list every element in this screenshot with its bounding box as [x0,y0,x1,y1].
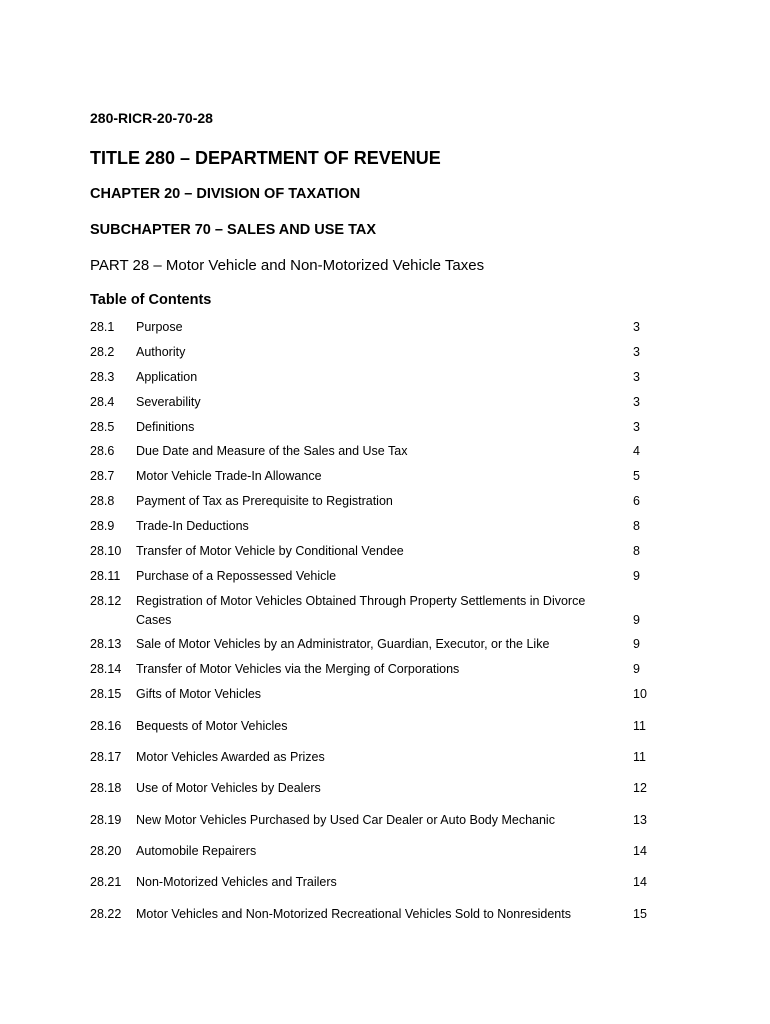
toc-entry-title[interactable]: New Motor Vehicles Purchased by Used Car Dealer or Auto Body Mechanic [136,813,555,827]
toc-entry-title[interactable]: Payment of Tax as Prerequisite to Registration [136,494,393,508]
toc-entry-number: 28.18 [90,781,122,795]
toc-entry-number: 28.22 [90,907,122,921]
toc-entry-page: 3 [633,370,640,384]
toc-entry-number: 28.12 [90,594,122,608]
toc-entry-number: 28.14 [90,662,122,676]
toc-entry-number: 28.8 [90,494,115,508]
toc-entry-page: 10 [633,687,647,701]
toc-entry-page: 13 [633,813,647,827]
toc-entry-number: 28.6 [90,444,115,458]
toc-entry-page: 9 [633,613,640,627]
toc-heading: Table of Contents [90,292,212,308]
toc-entry-page: 3 [633,320,640,334]
toc-entry-number: 28.11 [90,569,121,583]
part-heading: PART 28 – Motor Vehicle and Non-Motorized Vehicle Taxes [90,257,485,274]
toc-entry-title[interactable]: Motor Vehicle Trade-In Allowance [136,469,322,483]
toc-entry-page: 5 [633,469,640,483]
toc-entry-title[interactable]: Use of Motor Vehicles by Dealers [136,781,321,795]
toc-entry-number: 28.1 [90,320,115,334]
toc-entry-page: 14 [633,875,647,889]
toc-entry-title[interactable]: Due Date and Measure of the Sales and Use Tax [136,444,408,458]
toc-entry-page: 9 [633,569,640,583]
toc-entry-page: 6 [633,494,640,508]
toc-entry-number: 28.2 [90,345,115,359]
toc-entry-title[interactable]: Registration of Motor Vehicles Obtained Through Property Settlements in Divorce Cases [136,594,586,627]
toc-entry-title[interactable]: Bequests of Motor Vehicles [136,719,288,733]
toc-entry-page: 12 [633,781,647,795]
toc-entry-title[interactable]: Gifts of Motor Vehicles [136,687,262,701]
toc-entry-number: 28.9 [90,519,115,533]
toc-entry-page: 8 [633,544,640,558]
toc-entry-number: 28.3 [90,370,115,384]
subchapter-heading: SUBCHAPTER 70 – SALES AND USE TAX [90,222,377,238]
toc-entry-title[interactable]: Purchase of a Repossessed Vehicle [136,569,337,583]
toc-entry-page: 3 [633,345,640,359]
chapter-heading: CHAPTER 20 – DIVISION OF TAXATION [90,186,361,202]
toc-entry-number: 28.19 [90,813,122,827]
toc-entry-title[interactable]: Motor Vehicles and Non-Motorized Recreational Vehicles Sold to Nonresidents [136,907,571,921]
toc-entry-title[interactable]: Trade-In Deductions [136,519,249,533]
toc-entry-number: 28.17 [90,750,122,764]
toc-entry-title[interactable]: Purpose [136,320,183,334]
toc-entry-title[interactable]: Authority [136,345,186,359]
toc-entry-page: 9 [633,662,640,676]
toc-entry-title[interactable]: Transfer of Motor Vehicle by Conditional Vendee [136,544,404,558]
toc-entry-number: 28.4 [90,395,115,409]
toc-entry-number: 28.13 [90,637,122,651]
toc-entry-page: 9 [633,637,640,651]
toc-entry-title[interactable]: Application [136,370,198,384]
document-title: TITLE 280 – DEPARTMENT OF REVENUE [90,148,441,168]
toc-entry-page: 3 [633,420,640,434]
toc-entry-title[interactable]: Automobile Repairers [136,844,257,858]
toc-entry-page: 8 [633,519,640,533]
toc-entry-number: 28.5 [90,420,115,434]
toc-entry-number: 28.7 [90,469,115,483]
toc-entry-page: 11 [633,750,646,764]
toc-entry-title[interactable]: Sale of Motor Vehicles by an Administrator, Guardian, Executor, or the Like [136,637,550,651]
toc-entry-page: 11 [633,719,646,733]
toc-entry-title[interactable]: Motor Vehicles Awarded as Prizes [136,750,325,764]
document-id: 280-RICR-20-70-28 [90,110,213,126]
toc-entry-number: 28.10 [90,544,122,558]
toc-entry-page: 15 [633,907,647,921]
toc-entry-page: 14 [633,844,647,858]
toc-entry-page: 3 [633,395,640,409]
toc-entry-title[interactable]: Definitions [136,420,195,434]
toc-entry-number: 28.16 [90,719,122,733]
toc-entry-number: 28.21 [90,875,122,889]
toc-entry-title[interactable]: Non-Motorized Vehicles and Trailers [136,875,337,889]
toc-entry-number: 28.20 [90,844,122,858]
toc-entry-number: 28.15 [90,687,122,701]
toc-entry-title[interactable]: Transfer of Motor Vehicles via the Merging of Corporations [136,662,460,676]
toc-entry-title[interactable]: Severability [136,395,201,409]
toc-entry-page: 4 [633,444,640,458]
